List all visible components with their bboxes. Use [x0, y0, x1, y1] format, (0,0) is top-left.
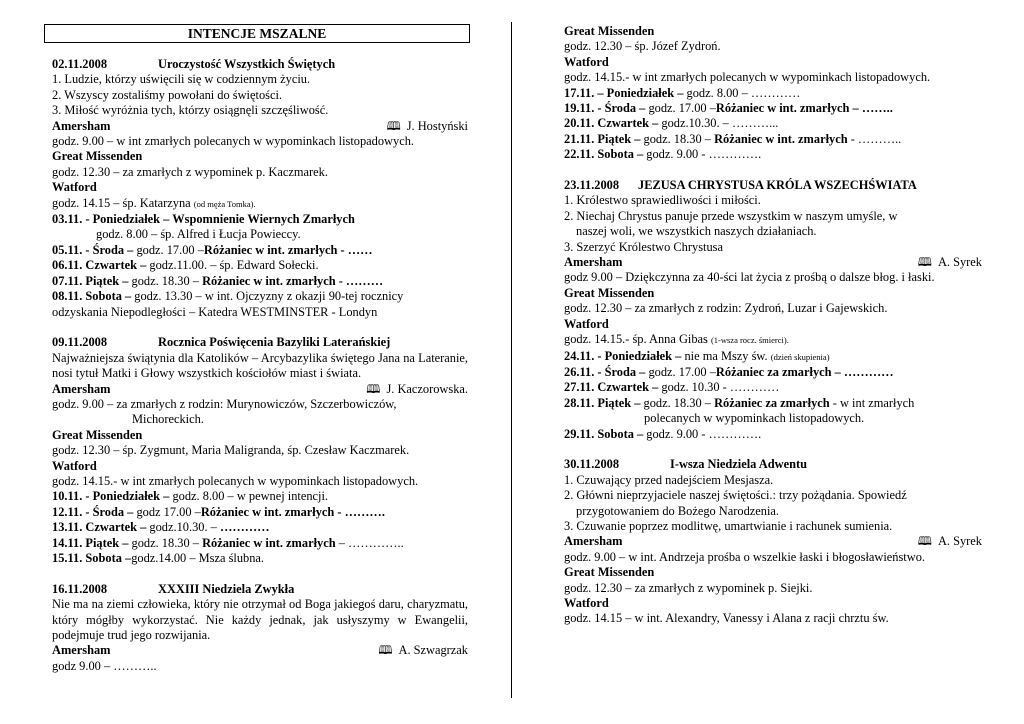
column-divider [511, 22, 512, 698]
parish-name: Amersham [564, 534, 623, 549]
parish-row [52, 119, 468, 134]
day-line [564, 86, 982, 101]
day-line [564, 427, 982, 442]
parish-name: Great Missenden [52, 427, 143, 442]
day-label: 07.11. Piątek – [52, 273, 129, 288]
section-title: XXXIII Niedziela Zwykła [158, 581, 295, 596]
day-line-cont: polecanych w wypominkach listopadowych. [644, 411, 865, 426]
parish-name: Watford [564, 596, 609, 610]
open-book-icon: 🕮 [917, 534, 932, 549]
mass-line: godz. 9.00 – w int. Andrzeja prośba o wszelkie łaski i błogosławieństwo. [564, 549, 925, 564]
day-time: godz. 18.30 – [640, 395, 715, 410]
day-time: godz. 17.00 – [645, 364, 716, 379]
section-paragraph: Najważniejsza świątynia dla Katolików – Arcybazylika świętego Jana na Lateranie, nosi tytuł Matki i Głowy wszystkich kościołów miast i świata. [52, 350, 468, 381]
open-book-icon: 🕮 [378, 643, 393, 658]
day-time: godz.10.30. – [146, 520, 220, 535]
parish-row [564, 534, 982, 549]
author [366, 382, 468, 397]
day-intent: Różaniec za zmarłych [714, 395, 830, 410]
parish-name: Great Missenden [564, 565, 655, 580]
day-heading: 03.11. - Poniedziałek – Wspomnienie Wiernych Zmarłych [52, 212, 355, 227]
day-line [564, 116, 982, 131]
parish-row [564, 255, 982, 270]
mass-note: (1-wsza rocz. śmierci). [710, 335, 789, 346]
author-name: A. Syrek [937, 534, 982, 549]
parish-name: Watford [52, 180, 97, 195]
section-date: 09.11.2008 [52, 335, 108, 350]
day-label: 26.11. - Środa – [564, 364, 646, 379]
day-label: 08.11. Sobota – [52, 289, 132, 304]
day-extra: - ……….. [847, 131, 902, 146]
day-line [52, 274, 468, 289]
day-time: godz. 9.00 - …………. [643, 426, 762, 441]
mass-line: godz. 9.00 – w int zmarłych polecanych w wypominkach listopadowych. [52, 134, 414, 149]
day-label: 29.11. Sobota – [564, 426, 644, 441]
parish-name: Amersham [52, 381, 111, 396]
day-time: godz. 17.00 – [645, 101, 716, 116]
day-intent: Różaniec w int. zmarłych [202, 535, 336, 550]
day-time: nie ma Mszy św. [681, 348, 771, 363]
right-column [564, 24, 982, 627]
day-time: godz. 9.00 - …………. [643, 147, 762, 162]
day-label: 15.11. Sobota – [52, 550, 132, 565]
day-intent: Różaniec za zmarłych – ………… [715, 364, 894, 379]
author-name: J. Hostyński [406, 118, 468, 133]
left-column [52, 24, 468, 674]
point: 3. Szerzyć Królestwo Chrystusa [564, 239, 723, 254]
day-time: godz. 17.00 – [133, 242, 204, 257]
day-line [52, 536, 468, 551]
day-line [52, 505, 468, 520]
section-date: 23.11.2008 [564, 178, 620, 193]
day-line [52, 489, 468, 504]
open-book-icon: 🕮 [917, 255, 932, 270]
day-label: 20.11. Czwartek – [564, 116, 659, 131]
day-label: 10.11. - Poniedziałek – [52, 489, 170, 504]
mass-line: godz. 14.15.- w int zmarłych polecanych w wypominkach listopadowych. [52, 473, 419, 488]
mass-line: godz. 14.15.- w int zmarłych polecanych w wypominkach listopadowych. [564, 70, 931, 85]
day-time: godz. 8.00 – w pewnej intencji. [169, 489, 329, 504]
mass-line: godz. 12.30 – za zmarłych z rodzin: Zydroń, Luzar i Gajewskich. [564, 301, 888, 316]
point: 3. Czuwanie poprzez modlitwę, umartwianie i rachunek sumienia. [564, 518, 893, 533]
mass-line: godz. 12.30 – za zmarłych z wypominek p. Siejki. [564, 580, 813, 595]
page-title: INTENCJE MSZALNE [44, 24, 470, 43]
parish-name: Watford [564, 316, 609, 331]
day-line [52, 258, 468, 273]
parish-name: Great Missenden [52, 149, 143, 164]
day-intent: Różaniec w int. zmarłych - ……… [202, 273, 384, 288]
section-paragraph: Nie ma na ziemi człowieka, który nie otrzymał od Boga jakiegoś daru, charyzmatu, który mógłby wykorzystać. Nie każdy jednak, jak usłyszymy w Ewangelii, podejmuje trud jego rozwijania. [52, 597, 468, 642]
parish-name: Watford [52, 458, 97, 473]
point-cont: naszej woli, we wszystkich naszych działaniach. [576, 224, 817, 239]
day-line [564, 132, 982, 147]
section-title: I-wsza Niedziela Adwentu [670, 457, 807, 472]
parish-name: Amersham [564, 255, 623, 270]
author-name: A. Syrek [937, 255, 982, 270]
day-line [52, 243, 468, 258]
mass-line: godz. 8.00 – śp. Alfred i Łucja Powieccy. [96, 227, 301, 242]
open-book-icon: 🕮 [386, 118, 401, 133]
day-time: godz.11.00. – śp. Edward Sołecki. [146, 258, 319, 273]
day-line [52, 551, 468, 566]
point: 2. Niechaj Chrystus panuje przede wszystkim w naszym umyśle, w [564, 208, 898, 223]
day-label: 17.11. – Poniedziałek – [564, 85, 684, 100]
open-book-icon: 🕮 [366, 381, 381, 396]
day-label: 13.11. Czwartek – [52, 520, 147, 535]
mass-text: godz. 14.15 – śp. Katarzyna [52, 195, 194, 210]
day-line [564, 147, 982, 162]
day-intent: Różaniec w int. zmarłych – …….. [715, 101, 893, 116]
day-time: godz. 8.00 – ………… [683, 85, 801, 100]
mass-line-cont: Michoreckich. [132, 412, 204, 427]
day-line [564, 349, 982, 365]
day-label: 19.11. - Środa – [564, 101, 646, 116]
mass-line: godz. 14.15 – w int. Alexandry, Vanessy i Alana z racji chrztu św. [564, 611, 889, 626]
section-heading [564, 457, 982, 472]
parish-row [52, 643, 468, 658]
day-time: godz. 18.30 – [128, 273, 203, 288]
day-intent: ………… [219, 520, 270, 535]
day-time: godz. 18.30 – [640, 131, 715, 146]
day-time: godz. 13.30 – w int. Ojczyzny z okazji 90-tej rocznicy [131, 289, 404, 304]
day-label: 24.11. - Poniedziałek – [564, 348, 682, 363]
mass-line: godz. 12.30 – za zmarłych z wypominek p. Kaczmarek. [52, 164, 328, 179]
point-cont: przygotowaniem do Bożego Narodzenia. [576, 503, 779, 518]
day-label: 21.11. Piątek – [564, 131, 641, 146]
day-time: godz 17.00 – [133, 504, 201, 519]
section-date: 30.11.2008 [564, 457, 620, 472]
mass-text: godz. 14.15.- śp. Anna Gibas [564, 332, 711, 347]
day-extra: – ………….. [335, 535, 404, 550]
parish-name: Watford [564, 54, 609, 69]
section-title: Rocznica Poświęcenia Bazyliki Laterańskiej [158, 335, 391, 350]
day-line [52, 520, 468, 535]
parish-name: Amersham [52, 643, 111, 658]
point: 1. Czuwający przed nadejściem Mesjasza. [564, 472, 774, 487]
mass-line [564, 332, 982, 348]
day-line [564, 365, 982, 380]
day-line [564, 380, 982, 395]
day-label: 14.11. Piątek – [52, 535, 129, 550]
mass-line: godz 9.00 – ……….. [52, 658, 157, 673]
point: 1. Ludzie, którzy uświęcili się w codziennym życiu. [52, 72, 311, 87]
day-extra: - w int zmarłych [829, 395, 915, 410]
author [387, 119, 468, 134]
point: 1. Królestwo sprawiedliwości i miłości. [564, 193, 761, 208]
section-heading [564, 178, 982, 193]
mass-note: (od męża Tomka). [193, 198, 256, 209]
section-title: JEZUSA CHRYSTUSA KRÓLA WSZECHŚWIATA [638, 178, 917, 193]
day-note: (dzień skupienia) [770, 351, 830, 362]
author-name: J. Kaczorowska. [386, 381, 468, 396]
mass-line: godz. 9.00 – za zmarłych z rodzin: Murynowiczów, Szczerbowiczów, [52, 396, 397, 411]
parish-row [52, 382, 468, 397]
day-line [52, 289, 468, 304]
section-heading [52, 57, 468, 72]
section-date: 02.11.2008 [52, 57, 108, 71]
point: 3. Miłość wyróżnia tych, którzy osiągnęli szczęśliwość. [52, 103, 329, 118]
author-name: A. Szwagrzak [398, 643, 468, 658]
author [918, 255, 982, 270]
point: 2. Główni nieprzyjaciele naszej świętości.: trzy pożądania. Spowiedź [564, 488, 907, 503]
day-time: godz.10.30. – ………... [658, 116, 779, 131]
day-intent: Różaniec w int. zmarłych [714, 131, 848, 146]
day-label: 05.11. - Środa – [52, 242, 134, 257]
day-line [564, 396, 982, 411]
section-heading [52, 335, 468, 350]
section-date: 16.11.2008 [52, 581, 108, 596]
section-heading [52, 582, 468, 597]
day-label: 22.11. Sobota – [564, 147, 644, 162]
mass-line: godz. 12.30 – śp. Zygmunt, Maria Maligranda, śp. Czesław Kaczmarek. [52, 443, 410, 458]
point: 2. Wszyscy zostaliśmy powołani do świętości. [52, 87, 283, 102]
mass-line: godz 9.00 – Dziękczynna za 40-ści lat życia z prośbą o dalsze błog. i łaski. [564, 270, 935, 285]
day-label: 12.11. - Środa – [52, 504, 134, 519]
day-label: 06.11. Czwartek – [52, 258, 147, 273]
day-intent: Różaniec w int. zmarłych - …… [203, 242, 373, 257]
section-title: Uroczystość Wszystkich Świętych [158, 57, 336, 71]
parish-name: Great Missenden [564, 24, 655, 38]
day-line [564, 101, 982, 116]
mass-line [52, 196, 468, 212]
mass-line: godz. 12.30 – śp. Józef Zydroń. [564, 39, 721, 54]
author [918, 534, 982, 549]
day-label: 28.11. Piątek – [564, 395, 641, 410]
day-intent: Różaniec w int. zmarłych - ………. [200, 504, 385, 519]
author [378, 643, 468, 658]
parish-name: Great Missenden [564, 285, 655, 300]
day-line-cont: odzyskania Niepodległości – Katedra WESTMINSTER - Londyn [52, 304, 378, 319]
parish-name: Amersham [52, 118, 111, 133]
day-label: 27.11. Czwartek – [564, 380, 659, 395]
day-time: godz. 18.30 – [128, 535, 203, 550]
day-time: godz.14.00 – Msza ślubna. [131, 550, 265, 565]
day-time: godz. 10.30 - ………… [658, 380, 780, 395]
